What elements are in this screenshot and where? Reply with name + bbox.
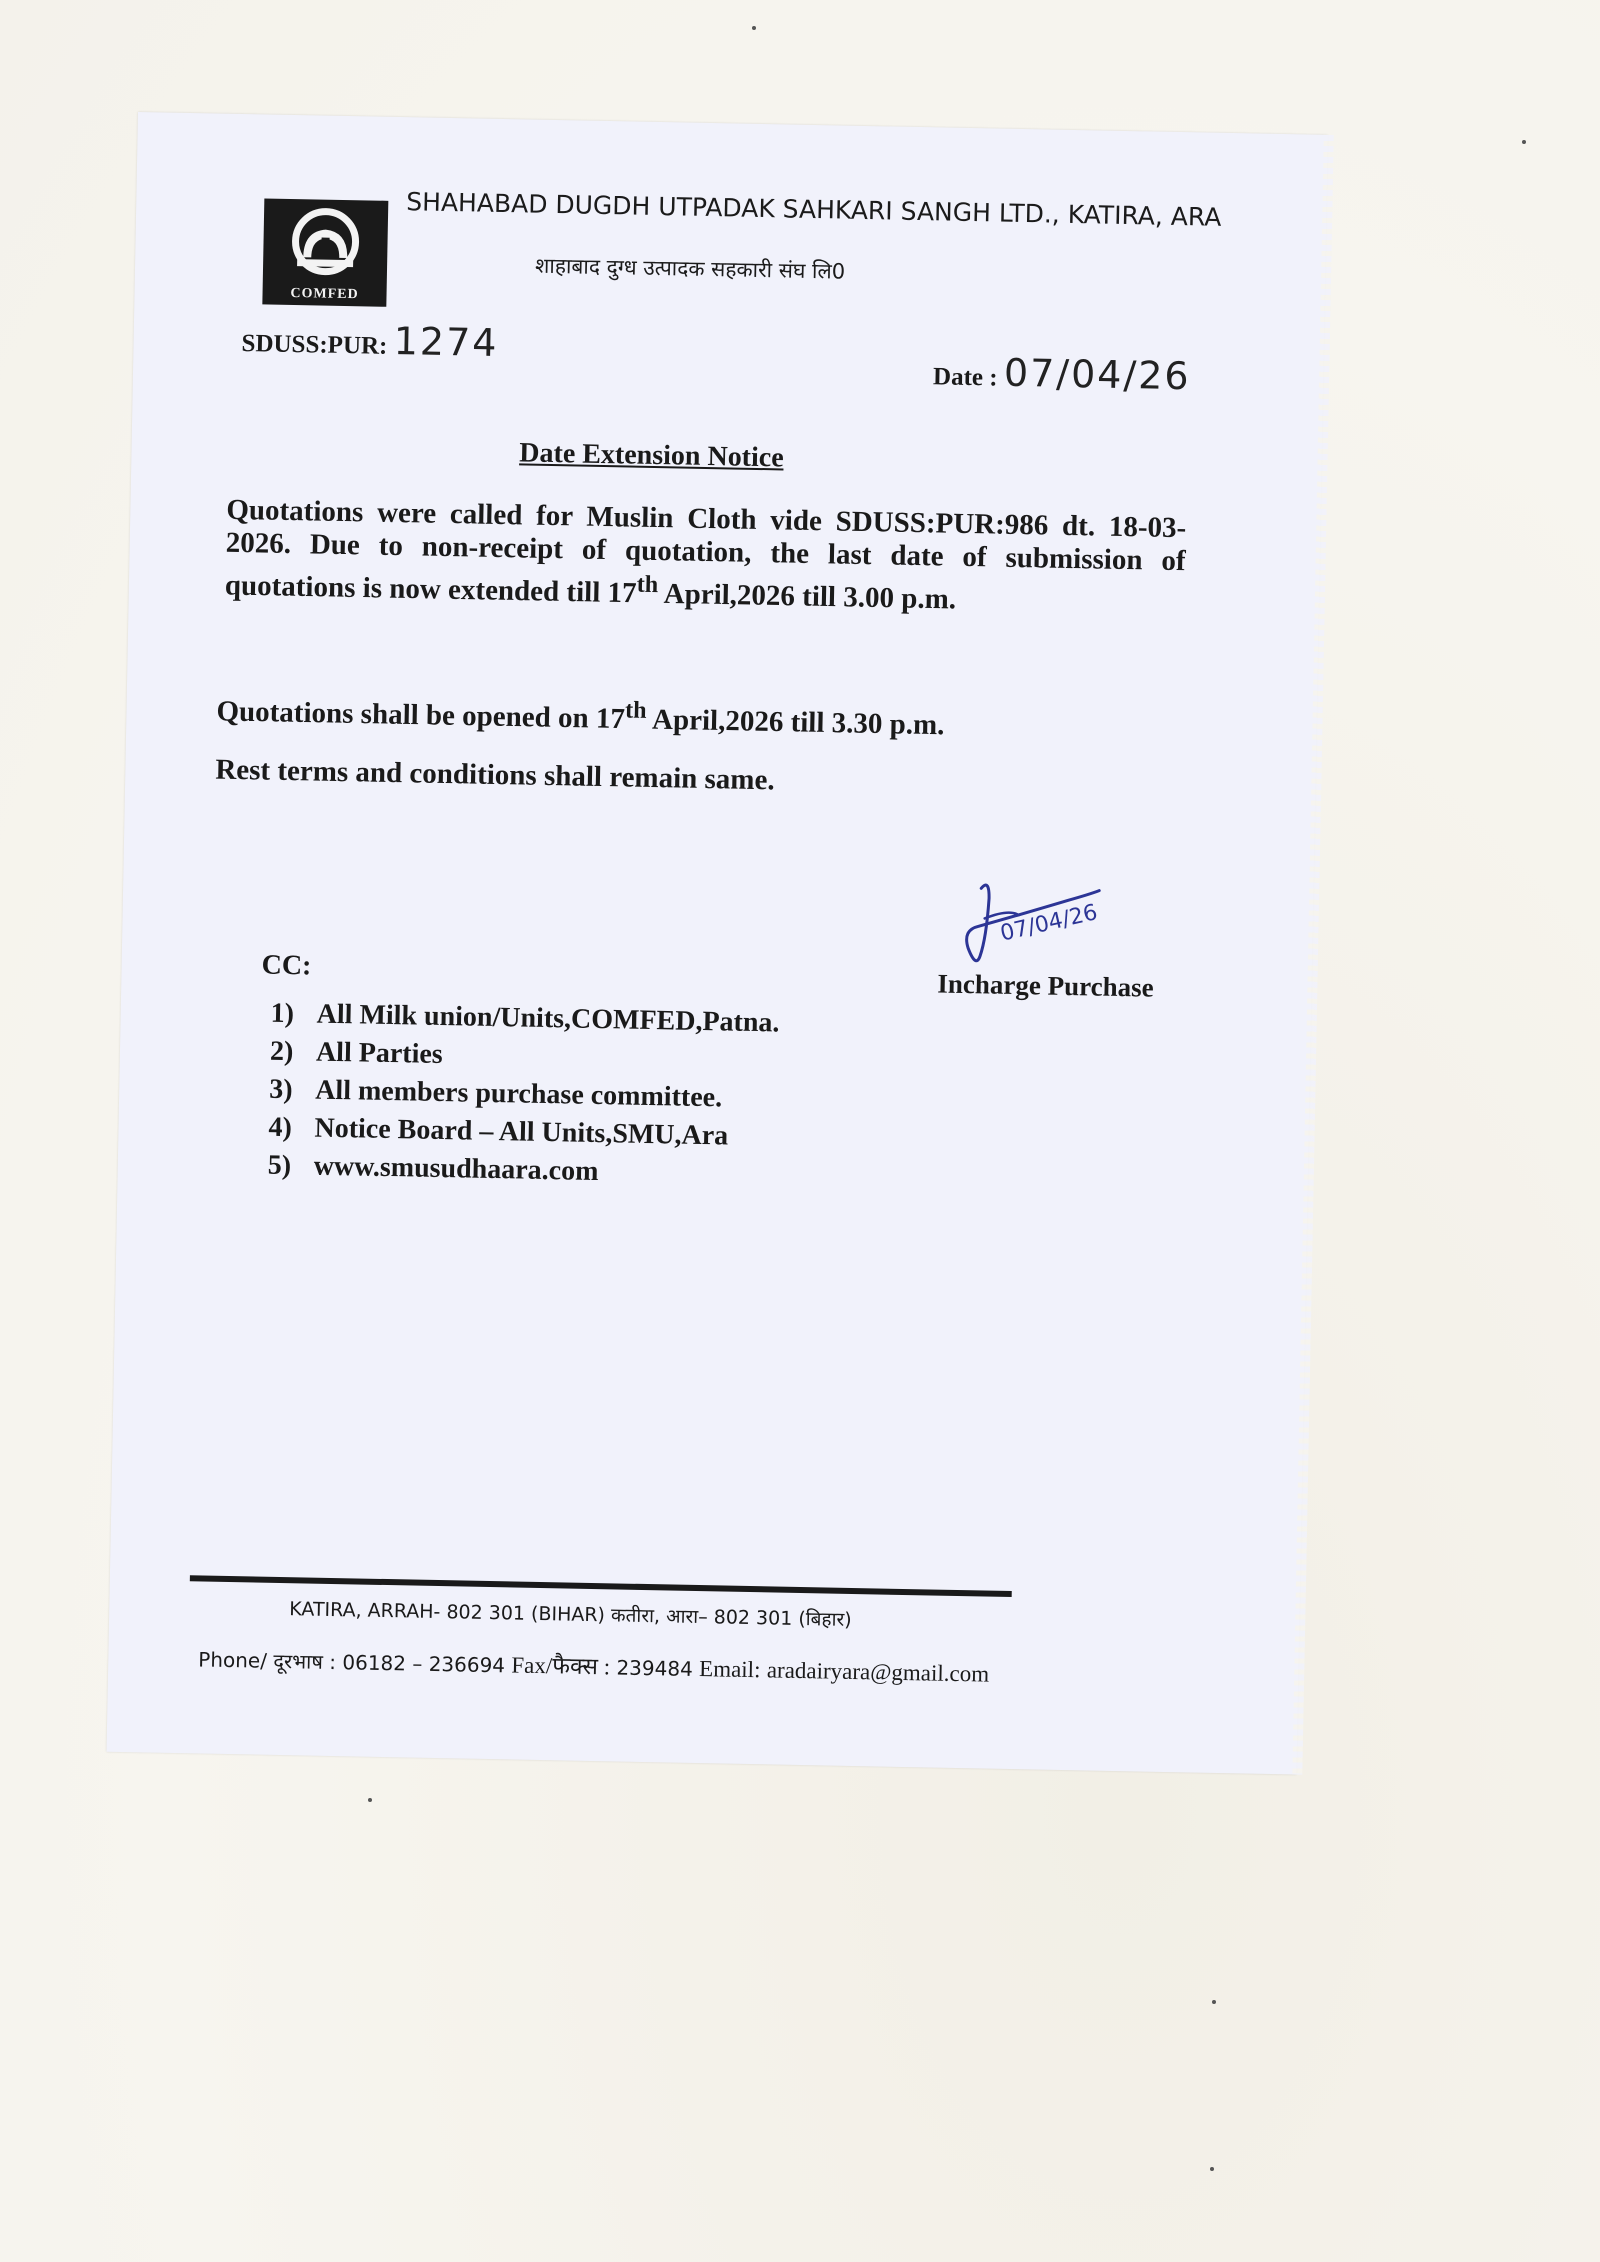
superscript: th [636,570,659,599]
footer-address: KATIRA, ARRAH- 802 301 (BIHAR) कतीरा, आरा– 802 301 (बिहार) [289,1598,852,1631]
paragraph-text: April,2026 till 3.00 p.m. [657,577,957,616]
reference-number-handwritten: 1274 [393,318,499,365]
cc-label: CC: [261,949,312,982]
paragraph-text: Quotations were called for Muslin Cloth vide SDUSS:PUR:986 dt. 18-03- 2026. Due to non-receipt of quotation, the last date of submission of quotations is now extended till 17 [224,493,1187,610]
cc-item-text: Notice Board – All Units,SMU,Ara [314,1112,729,1152]
logo-text: COMFED [290,285,359,303]
email-address: aradairyara@gmail.com [766,1657,990,1687]
scan-speck [752,26,756,30]
cc-item-text: All Milk union/Units,COMFED,Patna. [316,998,780,1039]
cc-item-number: 4) [268,1111,293,1144]
paragraph-text: April,2026 till 3.30 p.m. [646,703,945,742]
date-label: Date : [932,363,998,392]
comfed-logo [262,198,388,306]
cc-item-number: 3) [268,1073,293,1106]
scan-speck [368,1798,372,1802]
superscript: th [624,696,647,724]
phone-number: 06182 – 236694 [342,1650,506,1678]
scan-speck [1210,2167,1214,2171]
fax-label: Fax/फैक्स : [511,1652,611,1680]
cc-item-text: www.smusudhaara.com [313,1150,599,1188]
date-value-handwritten: 07/04/26 [1003,350,1192,399]
cc-item-number: 5) [267,1149,292,1182]
reference-line [241,316,499,365]
organization-name-hindi: शाहाबाद दुग्ध उत्पादक सहकारी संघ लि0 [534,253,846,284]
scan-speck [1522,140,1526,144]
reference-label: SDUSS:PUR: [241,330,388,360]
paragraph-text: Quotations shall be opened on 17 [216,695,626,736]
signature-date: 07/04/26 [998,900,1100,947]
date-line [933,349,1191,398]
cc-item-text: All members purchase committee. [314,1074,723,1114]
notice-paragraph-terms: Rest terms and conditions shall remain same. [215,753,775,797]
scan-speck [1212,2000,1216,2004]
comfed-emblem-icon [283,207,368,277]
cc-item-number: 1) [270,997,295,1030]
cc-item-text: All Parties [315,1036,444,1071]
footer-contact [198,1641,989,1688]
phone-label: Phone/ दूरभाष : [198,1647,337,1675]
notice-title: Date Extension Notice [519,437,784,474]
footer-divider [190,1575,1012,1597]
organization-name-english: SHAHABAD DUGDH UTPADAK SAHKARI SANGH LTD., KATIRA, ARA [406,187,1222,232]
notice-paper [107,112,1328,1775]
cc-list [267,995,779,1195]
notice-paragraph-main [225,494,1187,621]
email-label: Email: [698,1656,761,1683]
fax-number: 239484 [616,1655,694,1681]
signer-designation: Incharge Purchase [937,968,1154,1003]
cc-item-number: 2) [269,1035,294,1068]
handwritten-signature [958,878,1110,981]
notice-paragraph-opening [216,689,945,743]
